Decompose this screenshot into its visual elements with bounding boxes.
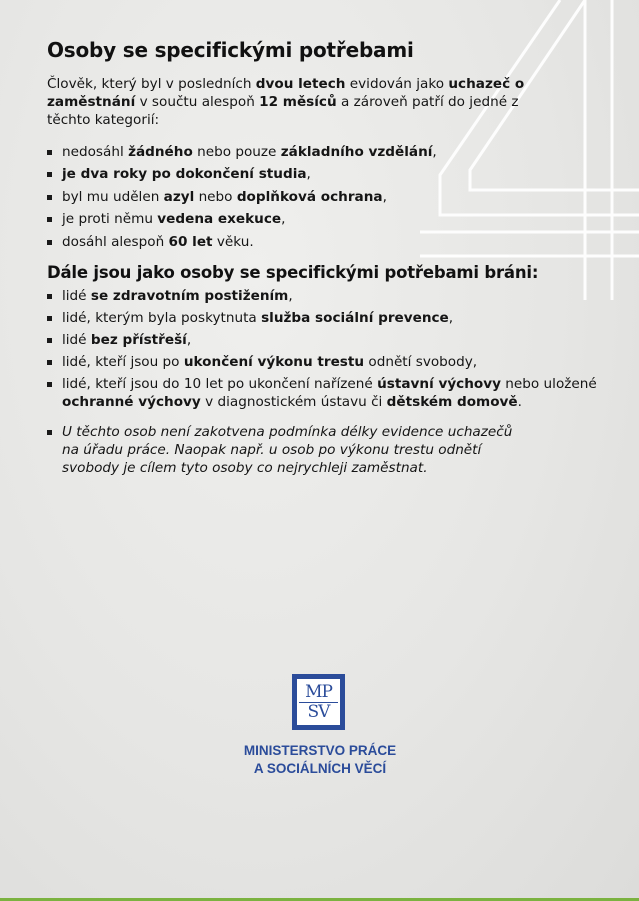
categories-item-run-bold: azyl — [163, 188, 195, 205]
note-text: U těchto osob není zakotvena podmínka délky evidence uchazečů na úřadu práce. Naopak např. u osob po výkonu trestu odnětí svobody je cílem tyto osoby co nejrychleji zaměstnat. — [47, 423, 527, 477]
categories-item — [47, 165, 607, 183]
others-item-run-bold: služba sociální prevence — [261, 309, 449, 326]
others-item-run-bold: dětském domově — [386, 393, 518, 410]
others-item — [47, 353, 607, 371]
intro-text-run: v součtu alespoň — [135, 94, 260, 110]
other-groups-list — [47, 287, 607, 411]
categories-item-run: , — [432, 143, 437, 160]
categories-item — [47, 143, 607, 161]
ministry-line-2: A SOCIÁLNÍCH VĚCÍ — [253, 761, 387, 776]
categories-item-run: věku. — [212, 233, 254, 250]
others-item-run: , — [448, 309, 454, 326]
categories-item-run: dosáhl alespoň — [62, 233, 169, 250]
others-item-run: lidé — [62, 331, 91, 348]
others-item-run: lidé, kteří jsou do 10 let po ukončení nařízené — [62, 375, 378, 392]
categories-item-run-bold: 60 let — [168, 233, 213, 250]
categories-item-run: , — [382, 188, 387, 205]
categories-item-run: byl mu udělen — [62, 188, 164, 205]
categories-item — [47, 233, 607, 251]
logo-inner — [296, 678, 341, 726]
categories-item-run-bold: je dva roky po dokončení studia — [62, 166, 307, 183]
intro-text-run-bold: dvou letech — [255, 76, 346, 92]
mpsv-logo-icon — [292, 674, 345, 730]
others-item-run: , — [288, 287, 293, 304]
section-subtitle: Dále jsou jako osoby se specifickými potřebami bráni: — [47, 262, 539, 282]
intro-text-run: evidován jako — [345, 76, 449, 92]
others-item-run: odnětí svobody, — [364, 353, 478, 370]
others-item-run-bold: ukončení výkonu trestu — [183, 353, 365, 370]
others-item-run-bold: ochranné výchovy — [62, 393, 201, 410]
categories-item — [47, 210, 607, 228]
others-item-run: lidé, kteří jsou po — [62, 353, 184, 370]
others-item-run-bold: ústavní výchovy — [377, 375, 501, 392]
intro-text-run: Člověk, který byl v posledních — [47, 76, 256, 92]
ministry-name — [200, 742, 440, 778]
intro-text-run-bold: 12 měsíců — [259, 94, 337, 110]
others-item — [47, 309, 607, 327]
note-list — [47, 423, 527, 477]
others-item — [47, 331, 607, 349]
categories-item-run-bold: žádného — [128, 143, 193, 160]
others-item-run: v diagnostickém ústavu či — [200, 393, 387, 410]
others-item-run: lidé, kterým byla poskytnuta — [62, 309, 262, 326]
categories-item — [47, 188, 607, 206]
main-content — [47, 38, 607, 477]
others-item-run-bold: bez přístřeší — [90, 331, 187, 348]
intro-text-run: a zároveň patří do jedné z těchto kategorií: — [47, 94, 519, 128]
logo-text-top: MP — [299, 683, 338, 703]
categories-item-run: , — [281, 211, 286, 228]
intro-paragraph — [47, 75, 557, 129]
categories-list — [47, 143, 607, 251]
categories-item-run-bold: základního vzdělání — [280, 143, 433, 160]
others-item-run: . — [517, 393, 522, 410]
others-item-run: lidé — [62, 287, 91, 304]
others-item — [47, 375, 607, 411]
categories-item-run: nebo — [194, 188, 237, 205]
logo-text-bottom: SV — [307, 701, 330, 722]
others-item-run: , — [186, 331, 192, 348]
others-item-run: nebo uložené — [500, 375, 597, 392]
others-item-run-bold: se zdravotním postižením — [90, 287, 289, 304]
categories-item-run-bold: doplňková ochrana — [236, 188, 383, 205]
categories-item-run: , — [306, 166, 311, 183]
categories-item-run-bold: vedena exekuce — [157, 211, 282, 228]
ministry-line-1: MINISTERSTVO PRÁCE — [243, 743, 397, 758]
categories-item-run: nedosáhl — [62, 143, 129, 160]
categories-item-run: je proti němu — [62, 211, 158, 228]
others-item — [47, 287, 607, 305]
categories-item-run: nebo pouze — [192, 143, 281, 160]
page-title: Osoby se specifickými potřebami — [47, 38, 414, 62]
intro-text-run-bold: uchazeč o zaměstnání — [47, 76, 525, 110]
